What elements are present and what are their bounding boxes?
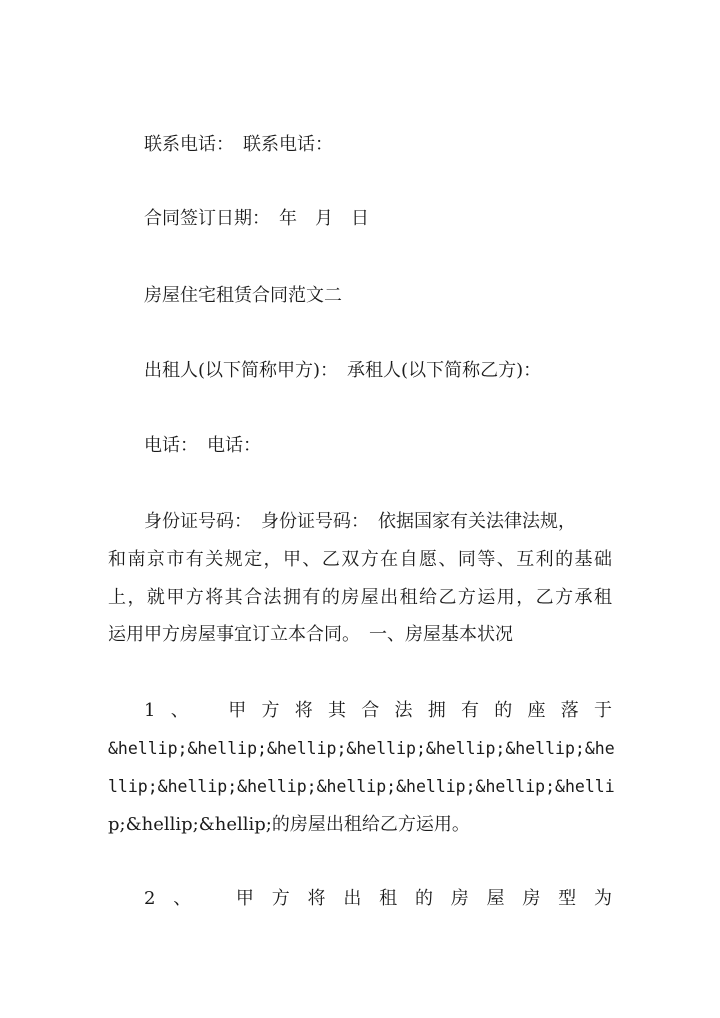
- contact-phone-line: 联系电话： 联系电话：: [144, 134, 333, 155]
- paragraph-line: 身份证号码： 身份证号码： 依据国家有关法律法规，: [144, 511, 576, 532]
- paragraph-line: 和南京市有关规定，甲、乙双方在自愿、同等、互利的基础: [108, 549, 612, 570]
- clause-line: p;&hellip;&hellip;的房屋出租给乙方运用。: [108, 814, 470, 835]
- parties-line: 出租人(以下简称甲方)： 承租人(以下简称乙方)：: [144, 360, 542, 381]
- paragraph-line: 运用甲方房屋事宜订立本合同。 一、房屋基本状况: [108, 624, 513, 645]
- clause-line: 2、 甲方将出租的房屋房型为: [144, 888, 612, 909]
- clause-line: 1、 甲方将其合法拥有的座落于: [144, 700, 612, 721]
- signing-date-line: 合同签订日期： 年 月 日: [144, 208, 369, 229]
- phone-line: 电话： 电话：: [144, 435, 261, 456]
- section-title: 房屋住宅租赁合同范文二: [144, 285, 342, 306]
- clause-line: &hellip;&hellip;&hellip;&hellip;&hellip;&hellip;&he: [108, 739, 615, 758]
- paragraph-line: 上，就甲方将其合法拥有的房屋出租给乙方运用，乙方承租: [108, 587, 612, 608]
- clause-line: llip;&hellip;&hellip;&hellip;&hellip;&hellip;&helli: [108, 777, 615, 796]
